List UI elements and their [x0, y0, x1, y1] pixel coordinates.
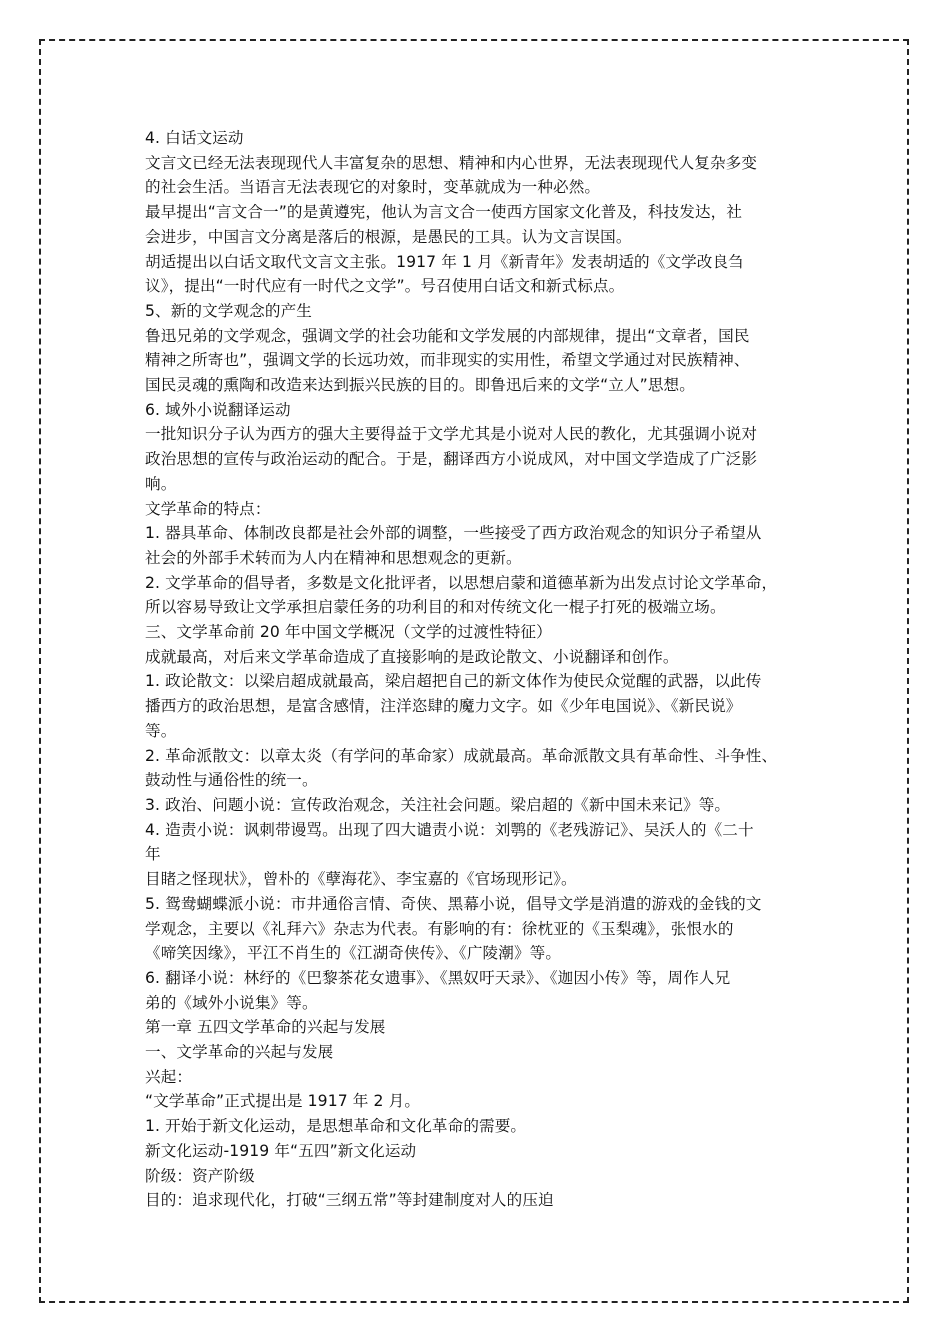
- text-line: “文学革命”正式提出是 1917 年 2 月。: [145, 1092, 421, 1111]
- text-line: 会进步，中国言文分离是落后的根源，是愚民的工具。认为文言误国。: [145, 227, 632, 246]
- text-line: 2. 革命派散文：以章太炎（有学问的革命家）成就最高。革命派散文具有革命性、斗争性、: [145, 746, 778, 765]
- text-line: 3. 政治、问题小说：宣传政治观念，关注社会问题。梁启超的《新中国未来记》等。: [145, 795, 731, 814]
- text-line: 1. 器具革命、体制改良都是社会外部的调整，一些接受了西方政治观念的知识分子希望从: [145, 524, 762, 543]
- text-line: 三、文学革命前 20 年中国文学概况（文学的过渡性特征）: [145, 623, 552, 642]
- text-line: 5. 鸳鸯蝴蝶派小说：市井通俗言情、奇侠、黑幕小说，倡导文学是消遣的游戏的金钱的文: [145, 894, 762, 913]
- text-line: 年: [145, 845, 161, 864]
- text-line: 弟的《域外小说集》等。: [145, 993, 318, 1012]
- text-line: 1. 开始于新文化运动，是思想革命和文化革命的需要。: [145, 1117, 527, 1136]
- text-line: 社会的外部手术转而为人内在精神和思想观念的更新。: [145, 548, 522, 567]
- text-line: 6. 翻译小说：林纾的《巴黎茶花女遗事》、《黑奴吁天录》、《迦因小传》等，周作人兄: [145, 968, 731, 987]
- text-line: 兴起：: [145, 1067, 193, 1086]
- text-line: 1. 政论散文：以梁启超成就最高，梁启超把自己的新文体作为使民众觉醒的武器，以此传: [145, 672, 762, 691]
- text-line: 成就最高，对后来文学革命造成了直接影响的是政论散文、小说翻译和创作。: [145, 647, 679, 666]
- text-line: 4. 白话文运动: [145, 129, 244, 147]
- text-line: 议》，提出“一时代应有一时代之文学”。号召使用白话文和新式标点。: [145, 277, 625, 296]
- text-line: 目的：追求现代化，打破“三纲五常”等封建制度对人的压迫: [145, 1191, 554, 1210]
- text-line: 最早提出“言文合一”的是黄遵宪，他认为言文合一使西方国家文化普及，科技发达，社: [145, 203, 743, 222]
- text-line: 精神之所寄也”，强调文学的长远功效，而非现实的实用性，希望文学通过对民族精神、: [145, 351, 750, 370]
- text-line: 目睹之怪现状》，曾朴的《孽海花》、李宝嘉的《官场现形记》。: [145, 870, 577, 889]
- text-line: 4. 造责小说：讽刺带谩骂。出现了四大谴责小说：刘鹗的《老残游记》、吴沃人的《二十: [145, 820, 754, 839]
- text-line: 一批知识分子认为西方的强大主要得益于文学尤其是小说对人民的教化，尤其强调小说对: [145, 425, 758, 444]
- text-line: 一、文学革命的兴起与发展: [145, 1043, 334, 1062]
- text-line: 国民灵魂的熏陶和改造来达到振兴民族的目的。即鲁迅后来的文学“立人”思想。: [145, 376, 695, 395]
- text-line: 2. 文学革命的倡导者，多数是文化批评者，以思想启蒙和道德革新为出发点讨论文学革命，: [145, 573, 778, 592]
- text-line: 所以容易导致让文学承担启蒙任务的功利目的和对传统文化一棍子打死的极端立场。: [145, 598, 726, 617]
- text-line: 新文化运动-1919 年“五四”新文化运动: [145, 1141, 417, 1160]
- text-line: 5、新的文学观念的产生: [145, 301, 312, 320]
- text-line: 政治思想的宣传与政治运动的配合。于是，翻译西方小说成风，对中国文学造成了广泛影: [145, 450, 758, 469]
- text-line: 播西方的政治思想，是富含感情，注洋恣肆的魔力文字。如《少年电国说》、《新民说》: [145, 697, 742, 716]
- text-line: 文学革命的特点：: [145, 499, 271, 518]
- text-line: 鼓动性与通俗性的统一。: [145, 771, 318, 790]
- text-line: 响。: [145, 474, 177, 493]
- text-line: 胡适提出以白话文取代文言文主张。1917 年 1 月《新青年》发表胡适的《文学改良刍: [145, 252, 744, 271]
- text-line: 的社会生活。当语言无法表现它的对象时，变革就成为一种必然。: [145, 178, 601, 197]
- text-line: 鲁迅兄弟的文学观念，强调文学的社会功能和文学发展的内部规律，提出“文章者，国民: [145, 326, 750, 345]
- document-body: [145, 126, 817, 1213]
- text-line: 第一章 五四文学革命的兴起与发展: [145, 1018, 386, 1037]
- text-line: 6. 域外小说翻译运动: [145, 400, 291, 419]
- text-line: 学观念，主要以《礼拜六》杂志为代表。有影响的有：徐枕亚的《玉梨魂》，张恨水的: [145, 919, 734, 938]
- text-line: 《啼笑因缘》，平江不肖生的《江湖奇侠传》、《广陵潮》等。: [145, 944, 562, 963]
- text-line: 等。: [145, 721, 177, 740]
- text-line: 阶级：资产阶级: [145, 1166, 255, 1185]
- text-line: 文言文已经无法表现现代人丰富复杂的思想、精神和内心世界，无法表现现代人复杂多变: [145, 153, 758, 172]
